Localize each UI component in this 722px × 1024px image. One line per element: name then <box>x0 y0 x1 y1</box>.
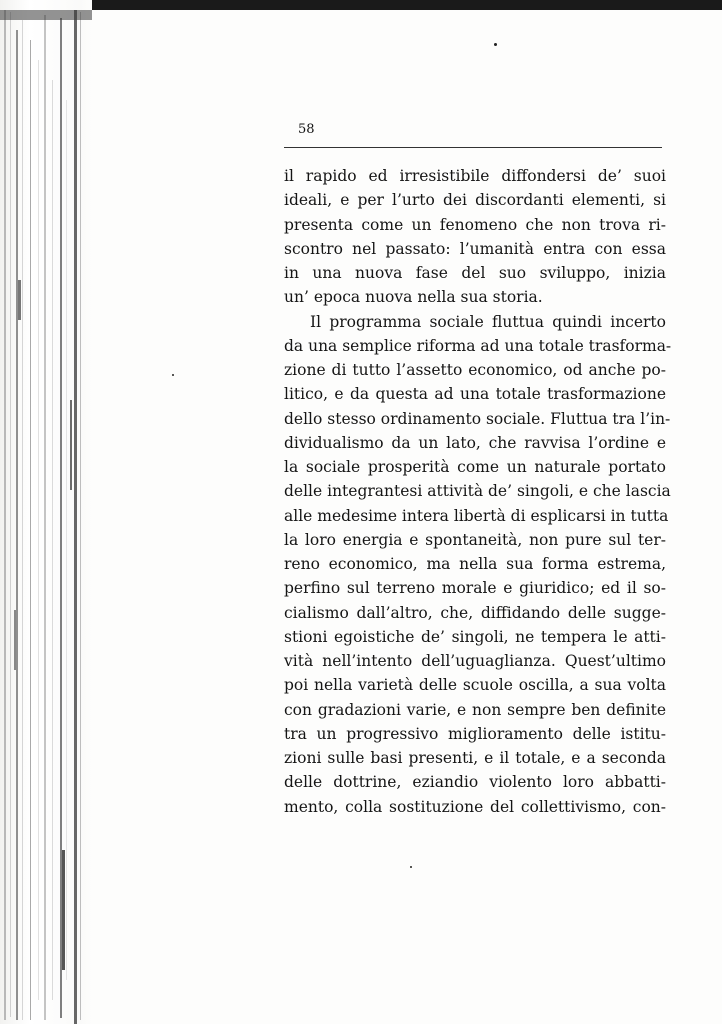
text-line: stioni egoistiche de’ singoli, ne tempera le atti- <box>284 627 666 646</box>
text-line: dello stesso ordinamento sociale. Fluttua tra l’in- <box>284 409 671 428</box>
text-line: da una semplice riforma ad una totale trasforma- <box>284 336 672 355</box>
text-line: Il programma sociale fluttua quindi incerto <box>310 312 666 331</box>
text-line: un’ epoca nuova nella sua storia. <box>284 288 543 307</box>
text-line: in una nuova fase del suo sviluppo, inizia <box>284 264 666 282</box>
text-line: con gradazioni varie, e non sempre ben definite <box>284 700 666 719</box>
paragraph <box>284 164 666 310</box>
text-line: vità nell’intento dell’uguaglianza. Quest’ultimo <box>284 652 666 670</box>
page-number: 58 <box>298 122 315 137</box>
text-line: alle medesime intera libertà di esplicarsi in tutta <box>284 506 669 525</box>
text-line: ideali, e per l’urto dei discordanti elementi, si <box>284 191 666 210</box>
text-line: reno economico, ma nella sua forma estrema, <box>284 555 666 573</box>
text-line: la sociale prosperità come un naturale portato <box>284 458 666 476</box>
scan-speck <box>172 374 174 376</box>
text-line: perfino sul terreno morale e giuridico; ed il so- <box>284 579 666 598</box>
header-rule <box>284 147 662 148</box>
text-line: zioni sulle basi presenti, e il totale, e a seconda <box>284 749 666 767</box>
scan-speck <box>494 43 497 46</box>
text-line: poi nella varietà delle scuole oscilla, a sua volta <box>284 676 666 695</box>
text-line: litico, e da questa ad una totale trasformazione <box>284 385 666 404</box>
text-line: cialismo dall’altro, che, diffidando delle sugge- <box>284 603 666 622</box>
scan-speck <box>410 866 412 868</box>
text-line: il rapido ed irresistibile diffondersi de’ suoi <box>284 167 666 185</box>
text-line: delle dottrine, eziandio violento loro abbatti- <box>284 773 666 792</box>
text-line: tra un progressivo miglioramento delle istitu- <box>284 724 666 743</box>
scan-top-border <box>0 0 722 10</box>
text-line: scontro nel passato: l’umanità entra con essa <box>284 239 666 258</box>
spine-texture-graphic <box>0 0 92 1024</box>
text-line: dividualismo da un lato, che ravvisa l’ordine e <box>284 433 666 452</box>
book-spine-edge <box>0 0 92 1024</box>
text-line: zione di tutto l’assetto economico, od anche po- <box>284 361 666 379</box>
paragraph <box>284 310 672 819</box>
text-line: mento, colla sostituzione del collettivismo, con- <box>284 797 666 816</box>
body-text <box>284 164 672 819</box>
text-line: delle integrantesi attività de’ singoli, e che lascia <box>284 482 671 501</box>
text-line: la loro energia e spontaneità, non pure sul ter- <box>284 530 666 549</box>
text-line: presenta come un fenomeno che non trova ri- <box>284 215 666 234</box>
